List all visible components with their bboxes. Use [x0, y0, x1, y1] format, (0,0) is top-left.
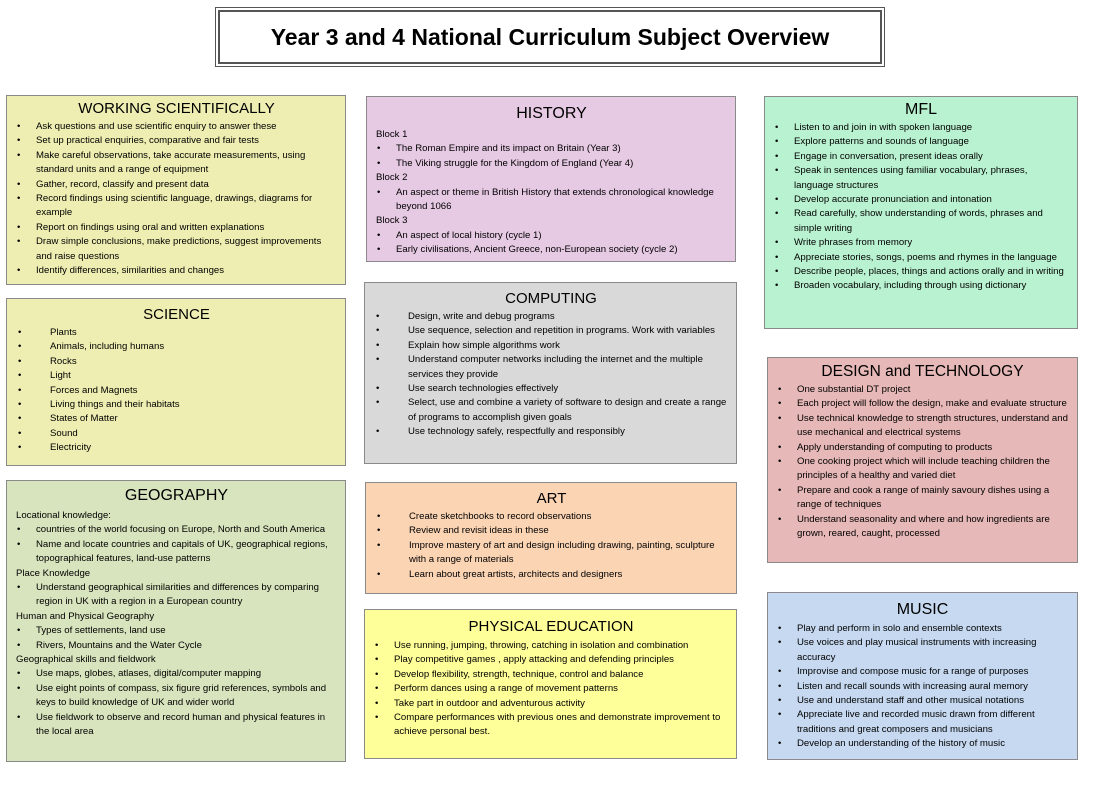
list-item: • Name and locate countries and capitals of UK, geographical regions, topographical features, land-use patterns: [16, 538, 337, 567]
list-item: • Perform dances using a range of movement patterns: [374, 682, 728, 696]
list-item: • Electricity: [16, 441, 337, 455]
history-list: [376, 142, 727, 171]
mfl-list: [774, 121, 1068, 294]
mfl-heading: MFL: [905, 101, 937, 118]
list-item: • Report on findings using oral and written explanations: [16, 221, 337, 235]
list-item: • Rivers, Mountains and the Water Cycle: [16, 639, 337, 653]
list-item: • Gather, record, classify and present data: [16, 178, 337, 192]
list-item: • Use voices and play musical instruments with increasing accuracy: [777, 636, 1068, 665]
geography-list: [16, 624, 337, 653]
list-item: • Each project will follow the design, make and evaluate structure: [777, 397, 1068, 411]
list-item: • Improve mastery of art and design including drawing, painting, sculpture with a range of materials: [375, 539, 728, 568]
group-label: Place Knowledge: [16, 567, 91, 579]
history-heading: HISTORY: [516, 105, 587, 122]
science-heading: SCIENCE: [143, 306, 210, 323]
list-item: • An aspect or theme in British History that extends chronological knowledge beyond 1066: [376, 186, 727, 215]
list-item: • Review and revisit ideas in these: [375, 524, 728, 538]
list-item: • Early civilisations, Ancient Greece, non-European society (cycle 2): [376, 243, 727, 257]
geography-list: [16, 667, 337, 739]
computing-heading: COMPUTING: [505, 290, 597, 307]
list-item: • Animals, including humans: [16, 340, 337, 354]
list-item: • Record findings using scientific language, drawings, diagrams for example: [16, 192, 337, 221]
geography-list: [16, 581, 337, 610]
list-item: • Develop accurate pronunciation and intonation: [774, 193, 1068, 207]
list-item: • Make careful observations, take accurate measurements, using standard units and a range of equipment: [16, 149, 337, 178]
music-heading: MUSIC: [896, 601, 949, 618]
list-item: • Understand seasonality and where and how ingredients are grown, reared, caught, processed: [777, 513, 1068, 542]
list-item: • Apply understanding of computing to products: [777, 441, 1068, 455]
group-label: Geographical skills and fieldwork: [16, 654, 156, 666]
physical-education-list: [374, 639, 728, 740]
history-panel: [366, 96, 736, 262]
list-item: • Ask questions and use scientific enquiry to answer these: [16, 120, 337, 134]
computing-list: [374, 310, 728, 440]
music-list: [777, 622, 1068, 752]
list-item: • Design, write and debug programs: [374, 310, 728, 324]
science-panel: [6, 298, 346, 466]
list-item: • Rocks: [16, 355, 337, 369]
science-list: [16, 326, 337, 456]
list-item: • Develop flexibility, strength, technique, control and balance: [374, 668, 728, 682]
list-item: • Use eight points of compass, six figure grid references, symbols and keys to build knowledge of UK and wider world: [16, 682, 337, 711]
list-item: • Create sketchbooks to record observations: [375, 510, 728, 524]
music-panel: [767, 592, 1078, 760]
list-item: • Living things and their habitats: [16, 398, 337, 412]
list-item: • Play and perform in solo and ensemble contexts: [777, 622, 1068, 636]
list-item: • Use running, jumping, throwing, catching in isolation and combination: [374, 639, 728, 653]
list-item: • Read carefully, show understanding of words, phrases and simple writing: [774, 207, 1068, 236]
list-item: • countries of the world focusing on Europe, North and South America: [16, 523, 337, 537]
art-heading: ART: [536, 490, 567, 507]
list-item: • Use technology safely, respectfully and responsibly: [374, 425, 728, 439]
physical-education-heading: PHYSICAL EDUCATION: [468, 618, 634, 635]
list-item: • Use and understand staff and other musical notations: [777, 694, 1068, 708]
group-label: Block 1: [376, 129, 408, 140]
list-item: • Appreciate live and recorded music drawn from different traditions and great composers and musicians: [777, 708, 1068, 737]
working-scientifically-panel: [6, 95, 346, 285]
list-item: • Appreciate stories, songs, poems and rhymes in the language: [774, 251, 1068, 265]
art-panel: [365, 482, 737, 594]
list-item: • Explain how simple algorithms work: [374, 339, 728, 353]
list-item: • Engage in conversation, present ideas orally: [774, 150, 1068, 164]
list-item: • Play competitive games , apply attacking and defending principles: [374, 653, 728, 667]
list-item: • Use technical knowledge to strength structures, understand and use mechanical and electrical systems: [777, 412, 1068, 441]
list-item: • Broaden vocabulary, including through using dictionary: [774, 279, 1068, 293]
group-label: Human and Physical Geography: [16, 610, 155, 622]
list-item: • Take part in outdoor and adventurous activity: [374, 697, 728, 711]
working-scientifically-heading: WORKING SCIENTIFICALLY: [78, 100, 275, 117]
list-item: • Light: [16, 369, 337, 383]
design-technology-heading: DESIGN and TECHNOLOGY: [821, 363, 1024, 380]
art-list: [375, 510, 728, 582]
working-scientifically-list: [16, 120, 337, 278]
list-item: • Understand geographical similarities and differences by comparing region in UK with a region in a European country: [16, 581, 337, 610]
list-item: • One substantial DT project: [777, 383, 1068, 397]
design-technology-list: [777, 383, 1068, 541]
list-item: • Use search technologies effectively: [374, 382, 728, 396]
list-item: • The Roman Empire and its impact on Britain (Year 3): [376, 142, 727, 156]
page-title: Year 3 and 4 National Curriculum Subject Overview: [270, 23, 830, 50]
title-box: [218, 10, 882, 64]
list-item: • Plants: [16, 326, 337, 340]
list-item: • Identify differences, similarities and changes: [16, 264, 337, 278]
list-item: • States of Matter: [16, 412, 337, 426]
list-item: • Select, use and combine a variety of software to design and create a range of programs to accomplish given goals: [374, 396, 728, 425]
list-item: • Draw simple conclusions, make predictions, suggest improvements and raise questions: [16, 235, 337, 264]
list-item: • The Viking struggle for the Kingdom of England (Year 4): [376, 157, 727, 171]
group-label: Locational knowledge:: [16, 510, 111, 521]
geography-panel: [6, 480, 346, 762]
list-item: • One cooking project which will include teaching children the principles of a healthy and varied diet: [777, 455, 1068, 484]
geography-heading: GEOGRAPHY: [124, 487, 229, 504]
list-item: • Compare performances with previous ones and demonstrate improvement to achieve personal best.: [374, 711, 728, 740]
list-item: • Listen and recall sounds with increasing aural memory: [777, 680, 1068, 694]
list-item: • Understand computer networks including the internet and the multiple services they provide: [374, 353, 728, 382]
list-item: • Forces and Magnets: [16, 384, 337, 398]
list-item: • Improvise and compose music for a range of purposes: [777, 665, 1068, 679]
history-list: [376, 186, 727, 215]
mfl-panel: [764, 96, 1078, 329]
history-list: [376, 229, 727, 258]
list-item: • An aspect of local history (cycle 1): [376, 229, 727, 243]
list-item: • Explore patterns and sounds of language: [774, 135, 1068, 149]
list-item: • Set up practical enquiries, comparative and fair tests: [16, 134, 337, 148]
list-item: • Use fieldwork to observe and record human and physical features in the local area: [16, 711, 337, 740]
list-item: • Develop an understanding of the history of music: [777, 737, 1068, 751]
group-label: Block 3: [376, 215, 408, 227]
list-item: • Write phrases from memory: [774, 236, 1068, 250]
list-item: • Speak in sentences using familiar vocabulary, phrases, language structures: [774, 164, 1068, 193]
list-item: • Describe people, places, things and actions orally and in writing: [774, 265, 1068, 279]
list-item: • Use sequence, selection and repetition in programs. Work with variables: [374, 324, 728, 338]
list-item: • Types of settlements, land use: [16, 624, 337, 638]
list-item: • Learn about great artists, architects and designers: [375, 568, 728, 582]
list-item: • Use maps, globes, atlases, digital/computer mapping: [16, 667, 337, 681]
list-item: • Listen to and join in with spoken language: [774, 121, 1068, 135]
group-label: Block 2: [376, 172, 408, 184]
list-item: • Prepare and cook a range of mainly savoury dishes using a range of techniques: [777, 484, 1068, 513]
computing-panel: [364, 282, 737, 464]
list-item: • Sound: [16, 427, 337, 441]
geography-list: [16, 523, 337, 566]
physical-education-panel: [364, 609, 737, 759]
design-technology-panel: [767, 357, 1078, 563]
